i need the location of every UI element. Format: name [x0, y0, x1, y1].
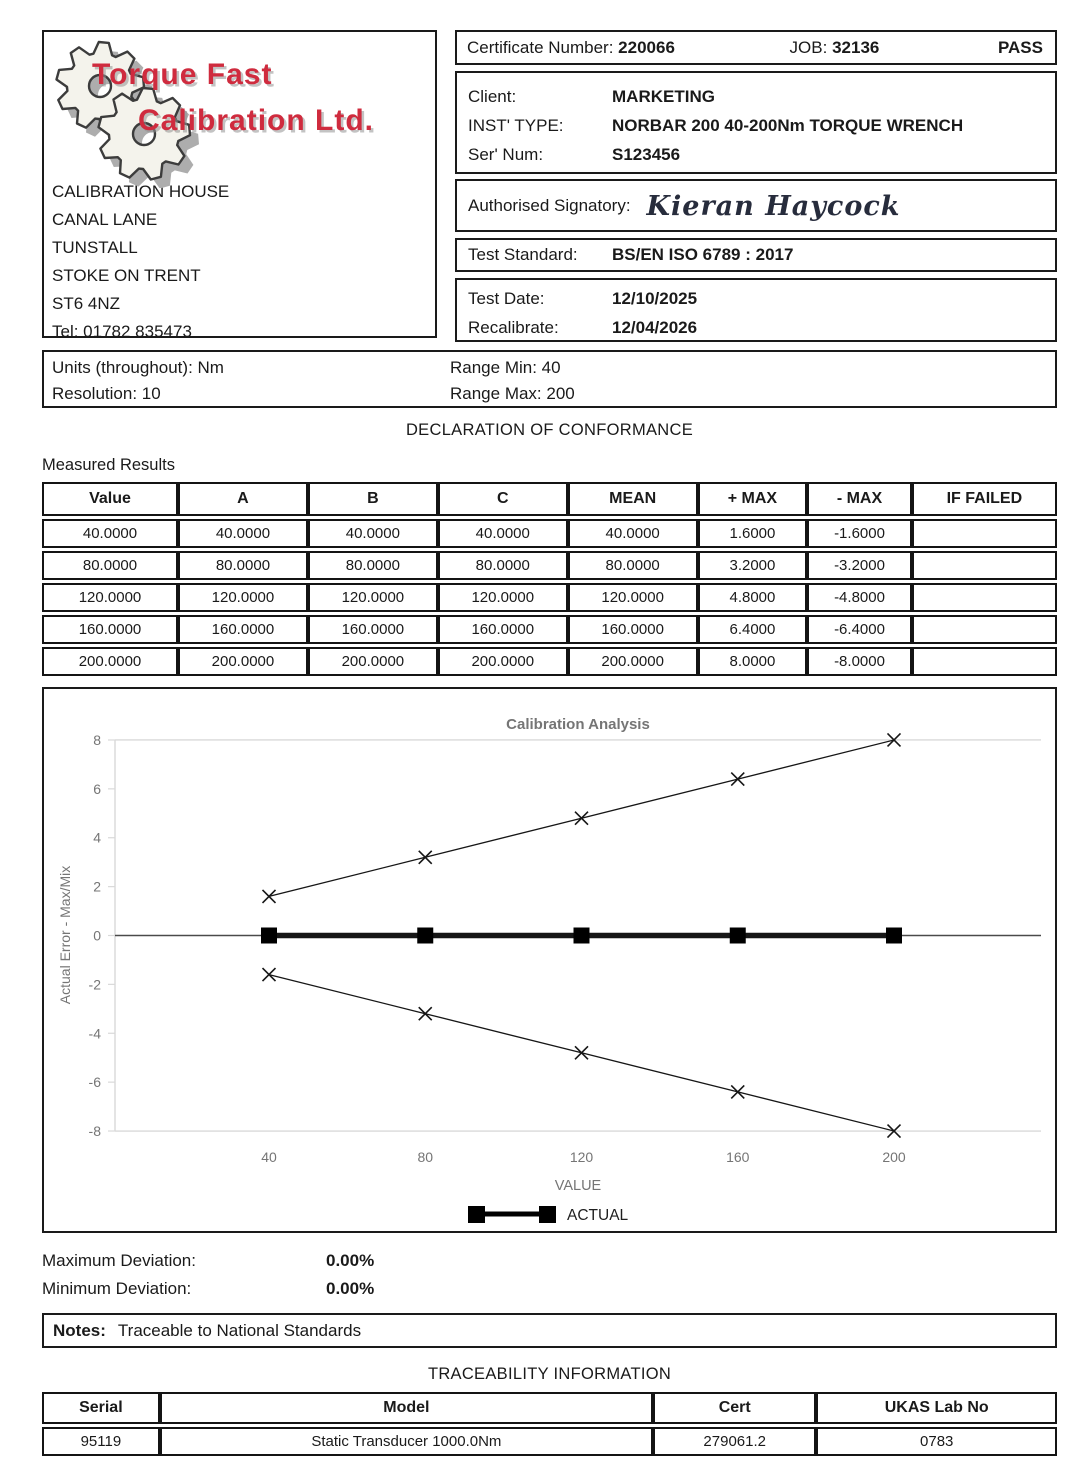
legend-marker-right [539, 1206, 556, 1223]
chart-x-tick-label: 120 [569, 1149, 594, 1165]
results-cell: 120.0000 [308, 583, 438, 612]
inst-type-value: NORBAR 200 40-200Nm TORQUE WRENCH [612, 116, 964, 135]
client-label: Client: [468, 87, 517, 106]
trace-row [42, 1427, 1057, 1456]
notes-label: Notes: [53, 1320, 106, 1340]
results-cell: 200.0000 [438, 647, 568, 676]
units-panel [42, 350, 1057, 408]
marker-x [419, 851, 432, 864]
results-cell: 160.0000 [308, 615, 438, 644]
test-date-value: 12/10/2025 [612, 289, 698, 308]
marker-x [575, 1046, 588, 1059]
results-cell: 3.2000 [698, 551, 808, 580]
results-cell: 200.0000 [568, 647, 698, 676]
address-line: TUNSTALL [52, 238, 138, 257]
job-label: JOB: [789, 37, 828, 57]
test-standard-panel [455, 238, 1057, 272]
measured-results-title: Measured Results [42, 456, 175, 474]
traceability-table [42, 1389, 1057, 1459]
marker-x [263, 968, 276, 981]
marker-square [417, 928, 433, 944]
results-cell: 80.0000 [568, 551, 698, 580]
results-cell: 40.0000 [178, 519, 308, 548]
results-cell: -3.2000 [807, 551, 912, 580]
address-line: CANAL LANE [52, 210, 158, 229]
measured-results-table [42, 479, 1057, 679]
results-body [42, 519, 1057, 676]
chart-x-tick-label: 40 [261, 1149, 277, 1165]
results-row [42, 647, 1057, 676]
results-cell: 80.0000 [308, 551, 438, 580]
results-row [42, 519, 1057, 548]
results-cell: 40.0000 [42, 519, 178, 548]
results-header-cell: IF FAILED [912, 482, 1057, 516]
status-badge: PASS [997, 37, 1043, 57]
max-deviation-value: 0.00% [326, 1251, 375, 1270]
test-standard-value: BS/EN ISO 6789 : 2017 [612, 245, 794, 264]
company-logo [52, 36, 427, 174]
deviation-summary [42, 1247, 1057, 1303]
results-cell: 40.0000 [568, 519, 698, 548]
min-deviation-row [42, 1275, 1057, 1303]
signatory-panel [455, 179, 1057, 232]
results-header-cell: Value [42, 482, 178, 516]
results-cell: 6.4000 [698, 615, 808, 644]
calibration-chart [44, 689, 1055, 1231]
results-cell: 4.8000 [698, 583, 808, 612]
results-cell: 80.0000 [438, 551, 568, 580]
address-line: STOKE ON TRENT [52, 266, 201, 285]
results-cell: 160.0000 [42, 615, 178, 644]
job-value: 32136 [832, 37, 880, 57]
chart-y-tick-label: -8 [88, 1123, 101, 1140]
resolution-value: Resolution: 10 [52, 384, 161, 403]
results-row [42, 583, 1057, 612]
results-header-row [42, 482, 1057, 516]
certificate-number-bar [455, 30, 1057, 65]
instrument-details-panel [455, 71, 1057, 174]
recalibrate-value: 12/04/2026 [612, 318, 698, 337]
address-line: CALIBRATION HOUSE [52, 182, 230, 201]
client-row [468, 82, 1055, 111]
job-number [790, 38, 998, 58]
results-cell: 120.0000 [438, 583, 568, 612]
trace-header-cell: UKAS Lab No [816, 1392, 1057, 1424]
recalibrate-row [468, 313, 1055, 342]
results-cell: 200.0000 [178, 647, 308, 676]
range-min-value: Range Min: 40 [450, 358, 561, 377]
certificate-number-label: Certificate Number: [467, 37, 614, 57]
test-standard-label: Test Standard: [468, 245, 578, 264]
results-cell: 120.0000 [42, 583, 178, 612]
chart-y-tick-label: -6 [88, 1074, 101, 1091]
recalibrate-label: Recalibrate: [468, 318, 559, 337]
trace-cell: 95119 [42, 1427, 160, 1456]
signature: Kieran Haycock [646, 191, 901, 222]
results-cell: 80.0000 [178, 551, 308, 580]
chart-title: Calibration Analysis [506, 716, 650, 733]
results-cell: 160.0000 [178, 615, 308, 644]
test-date-label: Test Date: [468, 289, 545, 308]
chart-y-tick-label: 4 [93, 829, 101, 846]
results-header-cell: A [178, 482, 308, 516]
results-header-cell: MEAN [568, 482, 698, 516]
results-cell: -6.4000 [807, 615, 912, 644]
trace-header-cell: Model [160, 1392, 653, 1424]
chart-y-tick-label: -2 [88, 976, 101, 993]
signatory-label: Authorised Signatory: [468, 195, 631, 215]
results-cell: 40.0000 [308, 519, 438, 548]
marker-x [731, 1085, 744, 1098]
notes-panel [42, 1313, 1057, 1348]
notes-text: Traceable to National Standards [117, 1320, 362, 1340]
results-cell: 80.0000 [42, 551, 178, 580]
company-panel [42, 30, 437, 341]
max-deviation-row [42, 1247, 1057, 1275]
trace-cell: 0783 [816, 1427, 1057, 1456]
results-cell [912, 551, 1057, 580]
results-header-cell: C [438, 482, 568, 516]
marker-x [575, 812, 588, 825]
chart-x-tick-label: 160 [726, 1149, 750, 1165]
header [42, 30, 1057, 342]
legend-label: ACTUAL [567, 1207, 629, 1224]
results-cell: 160.0000 [568, 615, 698, 644]
chart-y-tick-label: 2 [93, 878, 101, 895]
certificate-number-value: 220066 [618, 37, 675, 57]
results-header-cell: B [308, 482, 438, 516]
traceability-title: TRACEABILITY INFORMATION [427, 1365, 672, 1383]
inst-type-row [468, 111, 1055, 140]
results-cell [912, 615, 1057, 644]
serial-number-row [468, 140, 1055, 169]
certificate-number [467, 38, 790, 58]
min-deviation-value: 0.00% [326, 1279, 375, 1298]
chart-y-tick-label: -4 [88, 1025, 101, 1042]
results-header-cell: + MAX [698, 482, 808, 516]
company-address [52, 178, 427, 346]
logo-text-line2: Calibration Ltd. [138, 104, 374, 137]
results-cell: 1.6000 [698, 519, 808, 548]
dates-panel [455, 278, 1057, 342]
results-cell [912, 519, 1057, 548]
chart-y-axis-label: Actual Error - Max/Mix [57, 865, 73, 1005]
trace-header-cell: Cert [653, 1392, 816, 1424]
chart-y-tick-label: 0 [93, 927, 101, 944]
results-cell [912, 647, 1057, 676]
marker-square [730, 928, 746, 944]
calibration-analysis-panel [42, 687, 1057, 1233]
chart-x-axis-label: VALUE [554, 1178, 602, 1194]
declaration-of-conformance: DECLARATION OF CONFORMANCE [405, 421, 694, 439]
certificate-info-column [455, 30, 1057, 342]
chart-x-tick-label: 200 [882, 1149, 906, 1165]
results-row [42, 615, 1057, 644]
range-values [450, 355, 575, 407]
address-line: Tel: 01782 835473 [52, 322, 192, 341]
serial-number-label: Ser' Num: [468, 145, 544, 164]
results-cell: 120.0000 [178, 583, 308, 612]
trace-header-row [42, 1392, 1057, 1424]
address-line: ST6 4NZ [52, 294, 121, 313]
serial-number-value: S123456 [612, 145, 681, 164]
results-cell: 8.0000 [698, 647, 808, 676]
units-value: Units (throughout): Nm [52, 358, 224, 377]
results-cell: -1.6000 [807, 519, 912, 548]
chart-y-tick-label: 6 [93, 780, 101, 797]
trace-body [42, 1427, 1057, 1456]
marker-square [886, 928, 902, 944]
results-cell: 120.0000 [568, 583, 698, 612]
results-cell: 200.0000 [308, 647, 438, 676]
range-max-value: Range Max: 200 [450, 384, 575, 403]
legend-marker-left [468, 1206, 485, 1223]
inst-type-label: INST' TYPE: [468, 116, 564, 135]
marker-square [261, 928, 277, 944]
results-cell: 40.0000 [438, 519, 568, 548]
test-date-row [468, 284, 1055, 313]
marker-x [731, 773, 744, 786]
min-deviation-label: Minimum Deviation: [42, 1279, 192, 1298]
marker-x [263, 890, 276, 903]
max-deviation-label: Maximum Deviation: [42, 1251, 196, 1270]
client-value: MARKETING [612, 87, 715, 106]
trace-cell: Static Transducer 1000.0Nm [160, 1427, 653, 1456]
results-cell: 200.0000 [42, 647, 178, 676]
results-cell [912, 583, 1057, 612]
results-cell: 160.0000 [438, 615, 568, 644]
results-row [42, 551, 1057, 580]
chart-y-tick-label: 8 [93, 731, 101, 748]
results-cell: -4.8000 [807, 583, 912, 612]
logo-text-line1: Torque Fast [92, 58, 273, 91]
results-header-cell: - MAX [807, 482, 912, 516]
marker-square [574, 928, 590, 944]
trace-cell: 279061.2 [653, 1427, 816, 1456]
chart-x-tick-label: 80 [417, 1149, 434, 1165]
marker-x [419, 1007, 432, 1020]
trace-header-cell: Serial [42, 1392, 160, 1424]
results-cell: -8.0000 [807, 647, 912, 676]
